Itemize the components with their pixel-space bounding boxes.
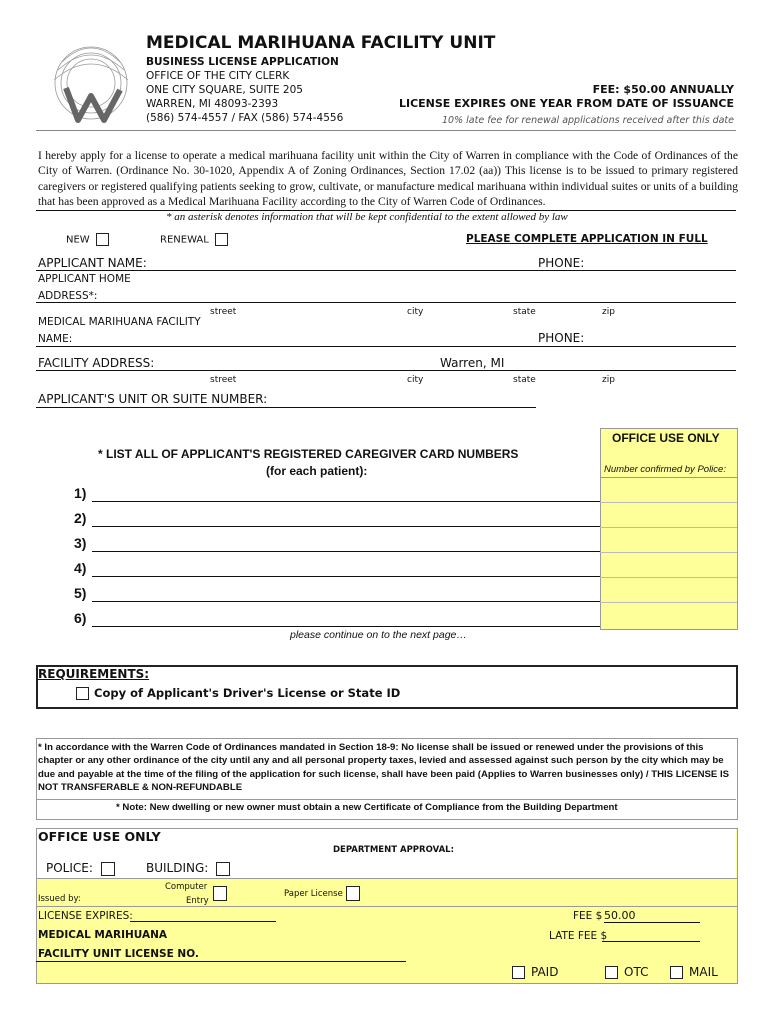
street-caption: street [210,307,237,317]
building-checkbox[interactable] [216,862,230,876]
computer-label-1: Computer [165,882,208,892]
requirement-label: Copy of Applicant's Driver's License or State ID [94,686,401,700]
office-panel-divider [36,878,737,879]
office-row-divider-1 [600,502,737,503]
building-approval[interactable] [146,861,230,876]
confirmed-label: Number confirmed by Police: [604,464,726,475]
home-address-field[interactable] [36,302,736,303]
asterisk-note: * an asterisk denotes information that will be kept confidential to the extent allowed by law [166,211,568,223]
new-option[interactable] [66,233,109,246]
facility-city: Warren, MI [440,356,505,370]
office-row-divider-0 [600,477,737,478]
office-use-title: OFFICE USE ONLY [38,829,161,844]
zip-caption-2: zip [602,375,615,385]
header-divider [36,130,736,131]
caregiver-item-6-number: 6) [74,610,87,626]
caregiver-item-5-number: 5) [74,585,87,601]
new-label: NEW [66,234,90,246]
caregiver-subheading: (for each patient): [266,464,368,478]
license-expires-label: LICENSE EXPIRES: [38,910,133,922]
computer-entry-checkbox[interactable] [213,886,227,901]
phone-label: PHONE: [538,256,585,270]
police-approval[interactable] [46,861,115,876]
facility-name-label-2: NAME: [38,333,73,345]
facility-phone-label: PHONE: [538,331,585,345]
address-line-2: WARREN, MI 48093-2393 [146,98,279,110]
police-label: POLICE: [46,861,93,875]
applicant-name-field[interactable] [36,270,736,271]
fee-value[interactable]: 50.00 [604,909,700,923]
caregiver-item-5-field[interactable] [92,601,600,602]
caregiver-item-4-field[interactable] [92,576,600,577]
phone-line: (586) 574-4557 / FAX (586) 574-4556 [146,112,344,124]
late-fee-field[interactable] [602,941,700,942]
complete-notice: PLEASE COMPLETE APPLICATION IN FULL [466,233,708,245]
office-row-divider-5 [600,602,737,603]
otc-checkbox[interactable] [605,966,618,979]
computer-label-2: Entry [186,896,209,906]
mail-checkbox[interactable] [670,966,683,979]
issued-by-label: Issued by: [38,894,81,904]
requirements-title: REQUIREMENTS: [38,667,150,681]
office-name: OFFICE OF THE CITY CLERK [146,70,290,82]
paid-option[interactable] [512,965,558,979]
city-logo [48,40,134,126]
caregiver-item-3-field[interactable] [92,551,600,552]
state-caption-2: state [513,375,536,385]
unit-number-field[interactable] [36,407,536,408]
facility-name-field[interactable] [36,346,736,347]
police-checkbox[interactable] [101,862,115,876]
subtitle: BUSINESS LICENSE APPLICATION [146,56,339,68]
city-caption-2: city [407,375,424,385]
notice-divider [36,799,736,800]
late-fee-label: LATE FEE $ [549,930,608,942]
license-expires-field[interactable] [130,921,276,922]
paper-license-label: Paper License [284,889,343,899]
mail-option[interactable] [670,965,718,979]
unit-number-label: APPLICANT'S UNIT OR SUITE NUMBER: [38,392,268,406]
office-use-column [600,428,738,630]
office-use-heading: OFFICE USE ONLY [612,431,720,445]
caregiver-item-2-field[interactable] [92,526,600,527]
dept-approval-label: DEPARTMENT APPROVAL: [333,845,454,855]
paper-license-checkbox[interactable] [346,886,360,901]
requirement-checkbox[interactable] [76,687,89,700]
otc-option[interactable] [605,965,648,979]
address-line-1: ONE CITY SQUARE, SUITE 205 [146,84,303,96]
facility-name-label-1: MEDICAL MARIHUANA FACILITY [38,316,201,328]
street-caption-2: street [210,375,237,385]
page-title: MEDICAL MARIHUANA FACILITY UNIT [146,33,496,53]
mm-license-label-2: FACILITY UNIT LICENSE NO. [38,948,199,960]
issued-divider [36,906,737,907]
mm-license-label-1: MEDICAL MARIHUANA [38,929,168,941]
new-checkbox[interactable] [96,233,109,246]
fee-text: FEE: $50.00 ANNUALLY [592,83,734,96]
mail-label: MAIL [689,965,718,979]
caregiver-item-2-number: 2) [74,510,87,526]
certificate-note: * Note: New dwelling or new owner must obtain a new Certificate of Compliance from the Building Department [116,802,618,813]
state-caption: state [513,307,536,317]
renewal-option[interactable] [160,233,228,246]
paid-label: PAID [531,965,559,979]
expires-text: LICENSE EXPIRES ONE YEAR FROM DATE OF ISSUANCE [398,97,734,110]
intro-text: I hereby apply for a license to operate a medical marihuana facility unit within the City of Warren in compliance with the Code of Ordinances of the City of Warren. (Ordinance No. 30-1020, Appendix A of Zoning Ordinances, Section 17.02 (aa)) This license is to be issued to primary registered caregivers or registered qualifying patients seeking to grow, cultivate, or manufacture medical marihuana within individual suites or units of a building that has been approved as a Medical Marihuana Facility according to the City of Warren Code of Ordinances. [38,149,738,209]
office-row-divider-4 [600,577,737,578]
zip-caption: zip [602,307,615,317]
license-number-field[interactable] [36,961,406,962]
office-row-divider-2 [600,527,737,528]
caregiver-heading: * LIST ALL OF APPLICANT'S REGISTERED CAREGIVER CARD NUMBERS [98,447,519,461]
caregiver-item-3-number: 3) [74,535,87,551]
caregiver-item-1-field[interactable] [92,501,600,502]
continue-note: please continue on to the next page… [290,629,467,641]
otc-label: OTC [624,965,649,979]
city-caption: city [407,307,424,317]
facility-address-field[interactable] [36,370,736,371]
home-address-label-1: APPLICANT HOME [38,273,131,285]
facility-address-label: FACILITY ADDRESS: [38,356,155,370]
applicant-name-label: APPLICANT NAME: [38,256,147,270]
office-row-divider-3 [600,552,737,553]
paid-checkbox[interactable] [512,966,525,979]
home-address-label-2: ADDRESS*: [38,290,98,302]
notice-text: * In accordance with the Warren Code of Ordinances mandated in Section 18-9: No license shall be issued or renewed under the provisions of this chapter or any other ordinance of the city until any and all personal property taxes, levied and assessed against such person by the city which may be due and payable at the time of the filing of the application for such license, shall have been paid (Applies to Warren businesses only) / THIS LICENSE IS NOT TRANSFERABLE & NON-REFUNDABLE [38,742,730,794]
caregiver-item-4-number: 4) [74,560,87,576]
late-fee-note: 10% late fee for renewal applications received after this date [442,115,734,126]
fee-label: FEE $ [573,910,603,922]
renewal-checkbox[interactable] [215,233,228,246]
caregiver-item-6-field[interactable] [92,626,600,627]
renewal-label: RENEWAL [160,234,209,246]
building-label: BUILDING: [146,861,209,875]
caregiver-item-1-number: 1) [74,485,87,501]
requirement-item[interactable] [76,686,400,700]
